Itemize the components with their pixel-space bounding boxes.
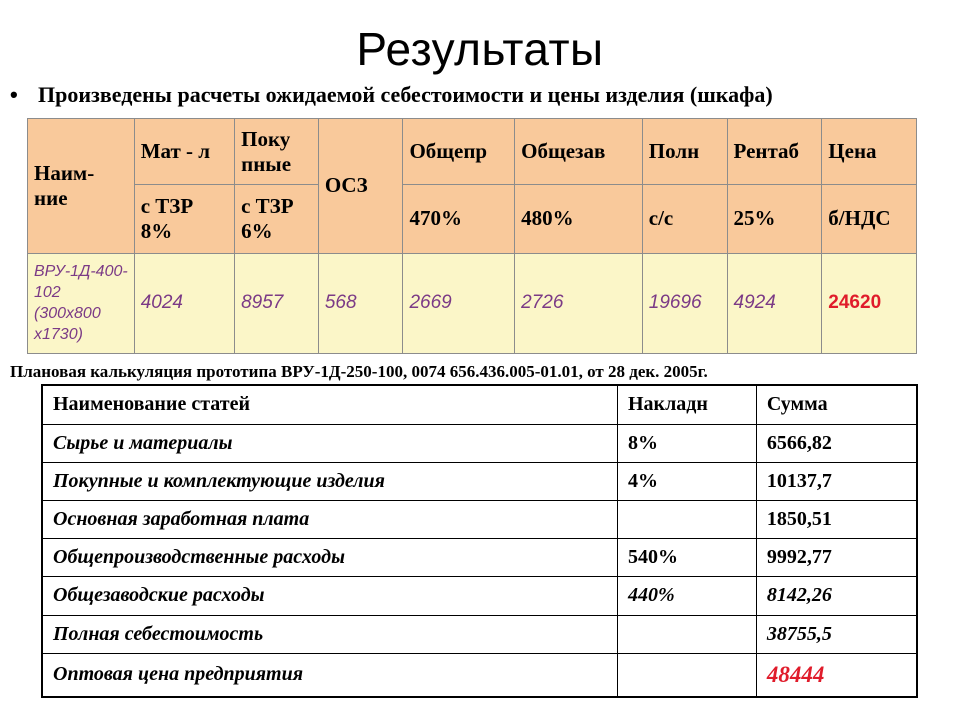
row-name: Оптовая цена предприятия (42, 653, 617, 697)
bullet-text: Произведены расчеты ожидаемой себестоимости и цены изделия (шкафа) (38, 82, 773, 107)
header2-poln: с/с (642, 185, 727, 253)
row-rentab: 4924 (727, 253, 822, 353)
table-row (42, 500, 917, 538)
header2-cena: б/НДС (822, 185, 917, 253)
row-name: Общепроизводственные расходы (42, 539, 617, 577)
slide-title: Результаты (356, 23, 604, 75)
row-overhead (617, 500, 756, 538)
row-overhead: 440% (617, 577, 756, 615)
header-obshezav: Общезав (515, 119, 643, 185)
row-product-name: ВРУ-1Д-400-102 (300х800 х1730) (28, 253, 135, 353)
row-obshezav: 2726 (515, 253, 643, 353)
header-poln: Полн (642, 119, 727, 185)
header-articles: Наименование статей (42, 385, 617, 424)
row-name: Сырье и материалы (42, 424, 617, 462)
row-sum: 6566,82 (756, 424, 917, 462)
row-overhead: 8% (617, 424, 756, 462)
row-overhead: 4% (617, 462, 756, 500)
header2-obshepr: 470% (403, 185, 515, 253)
results-table (27, 118, 917, 354)
header2-pokup: с ТЗР 6% (235, 185, 319, 253)
header-mat: Мат - л (134, 119, 234, 185)
row-name: Общезаводские расходы (42, 577, 617, 615)
header-overhead: Накладн (617, 385, 756, 424)
table-row (42, 539, 917, 577)
row-poln: 19696 (642, 253, 727, 353)
row-sum-total: 48444 (756, 653, 917, 697)
row-cena: 24620 (822, 253, 917, 353)
bullet-icon: • (10, 82, 18, 107)
table-row (42, 653, 917, 697)
row-sum: 38755,5 (756, 615, 917, 653)
row-pokup: 8957 (235, 253, 319, 353)
table-row (42, 424, 917, 462)
row-sum: 9992,77 (756, 539, 917, 577)
row-obshepr: 2669 (403, 253, 515, 353)
row-mat: 4024 (134, 253, 234, 353)
row-name: Покупные и комплектующие изделия (42, 462, 617, 500)
header-osz: ОСЗ (318, 119, 403, 254)
header-cena: Цена (822, 119, 917, 185)
row-sum: 10137,7 (756, 462, 917, 500)
table-caption: Плановая калькуляция прототипа ВРУ-1Д-250-100, 0074 656.436.005-01.01, от 28 дек. 2005г. (10, 362, 708, 381)
row-overhead (617, 615, 756, 653)
row-sum: 1850,51 (756, 500, 917, 538)
table-row (42, 615, 917, 653)
bullet-item (10, 82, 773, 108)
table-row (42, 462, 917, 500)
header2-obshezav: 480% (515, 185, 643, 253)
header2-rentab: 25% (727, 185, 822, 253)
row-overhead (617, 653, 756, 697)
header-name: Наим-ние (28, 119, 135, 254)
row-overhead: 540% (617, 539, 756, 577)
row-name: Основная заработная плата (42, 500, 617, 538)
row-sum: 8142,26 (756, 577, 917, 615)
calculation-table (41, 384, 918, 698)
row-osz: 568 (318, 253, 403, 353)
header-pokup: Поку пные (235, 119, 319, 185)
header-sum: Сумма (756, 385, 917, 424)
header2-mat: с ТЗР 8% (134, 185, 234, 253)
row-name: Полная себестоимость (42, 615, 617, 653)
header-obshepr: Общепр (403, 119, 515, 185)
header-rentab: Рентаб (727, 119, 822, 185)
table-row (42, 577, 917, 615)
